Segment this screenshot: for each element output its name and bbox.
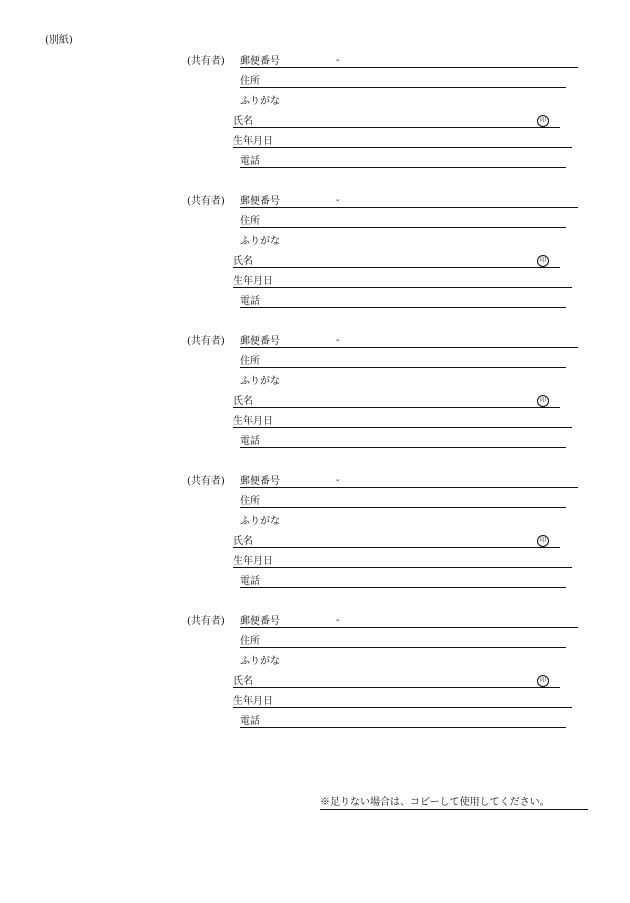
phone-label: 電話 [240,296,260,307]
birthdate-label: 生年月日 [233,416,273,427]
seal-icon: 印 [537,395,549,407]
seal-icon: 印 [537,535,549,547]
address-label: 住所 [240,636,260,647]
postal-dash: - [336,195,340,206]
postal-line [240,207,578,208]
address-label: 住所 [240,496,260,507]
address-line [240,87,566,88]
phone-line [240,167,566,168]
owner-block-2 [0,195,630,335]
birthdate-label: 生年月日 [233,696,273,707]
footer-note: ※足りない場合は、コピーして使用してください。 [320,797,550,808]
furigana-label: ふりがな [240,236,280,247]
birthdate-line [233,567,572,568]
name-label: 氏名 [233,676,253,687]
seal-icon: 印 [537,675,549,687]
name-line [233,267,560,268]
name-label: 氏名 [233,256,253,267]
owner-label: (共有者) [187,196,225,207]
address-line [240,227,566,228]
furigana-label: ふりがな [240,516,280,527]
birthdate-label: 生年月日 [233,556,273,567]
furigana-label: ふりがな [240,96,280,107]
phone-line [240,727,566,728]
phone-label: 電話 [240,716,260,727]
name-line [233,127,560,128]
footer-note-underline [320,809,588,810]
name-label: 氏名 [233,116,253,127]
birthdate-line [233,427,572,428]
owner-block-1 [0,55,630,195]
birthdate-line [233,707,572,708]
name-label: 氏名 [233,536,253,547]
owner-label: (共有者) [187,476,225,487]
furigana-label: ふりがな [240,376,280,387]
furigana-label: ふりがな [240,656,280,667]
name-line [233,687,560,688]
owner-label: (共有者) [187,336,225,347]
phone-label: 電話 [240,576,260,587]
name-line [233,547,560,548]
name-label: 氏名 [233,396,253,407]
address-line [240,647,566,648]
phone-line [240,587,566,588]
postal-dash: - [336,55,340,66]
owner-block-4 [0,475,630,615]
postal-label: 郵便番号 [240,336,280,347]
birthdate-line [233,287,572,288]
postal-line [240,347,578,348]
postal-dash: - [336,615,340,626]
address-line [240,507,566,508]
postal-line [240,67,578,68]
phone-label: 電話 [240,156,260,167]
phone-line [240,307,566,308]
owner-label: (共有者) [187,616,225,627]
owner-block-5 [0,615,630,755]
name-line [233,407,560,408]
owner-label: (共有者) [187,56,225,67]
postal-line [240,627,578,628]
postal-dash: - [336,335,340,346]
birthdate-line [233,147,572,148]
birthdate-label: 生年月日 [233,136,273,147]
postal-label: 郵便番号 [240,616,280,627]
birthdate-label: 生年月日 [233,276,273,287]
attachment-label: (別紙) [45,35,73,46]
address-label: 住所 [240,76,260,87]
address-label: 住所 [240,356,260,367]
seal-icon: 印 [537,115,549,127]
address-label: 住所 [240,216,260,227]
phone-label: 電話 [240,436,260,447]
seal-icon: 印 [537,255,549,267]
owner-block-3 [0,335,630,475]
postal-label: 郵便番号 [240,56,280,67]
phone-line [240,447,566,448]
postal-line [240,487,578,488]
postal-dash: - [336,475,340,486]
address-line [240,367,566,368]
postal-label: 郵便番号 [240,476,280,487]
postal-label: 郵便番号 [240,196,280,207]
